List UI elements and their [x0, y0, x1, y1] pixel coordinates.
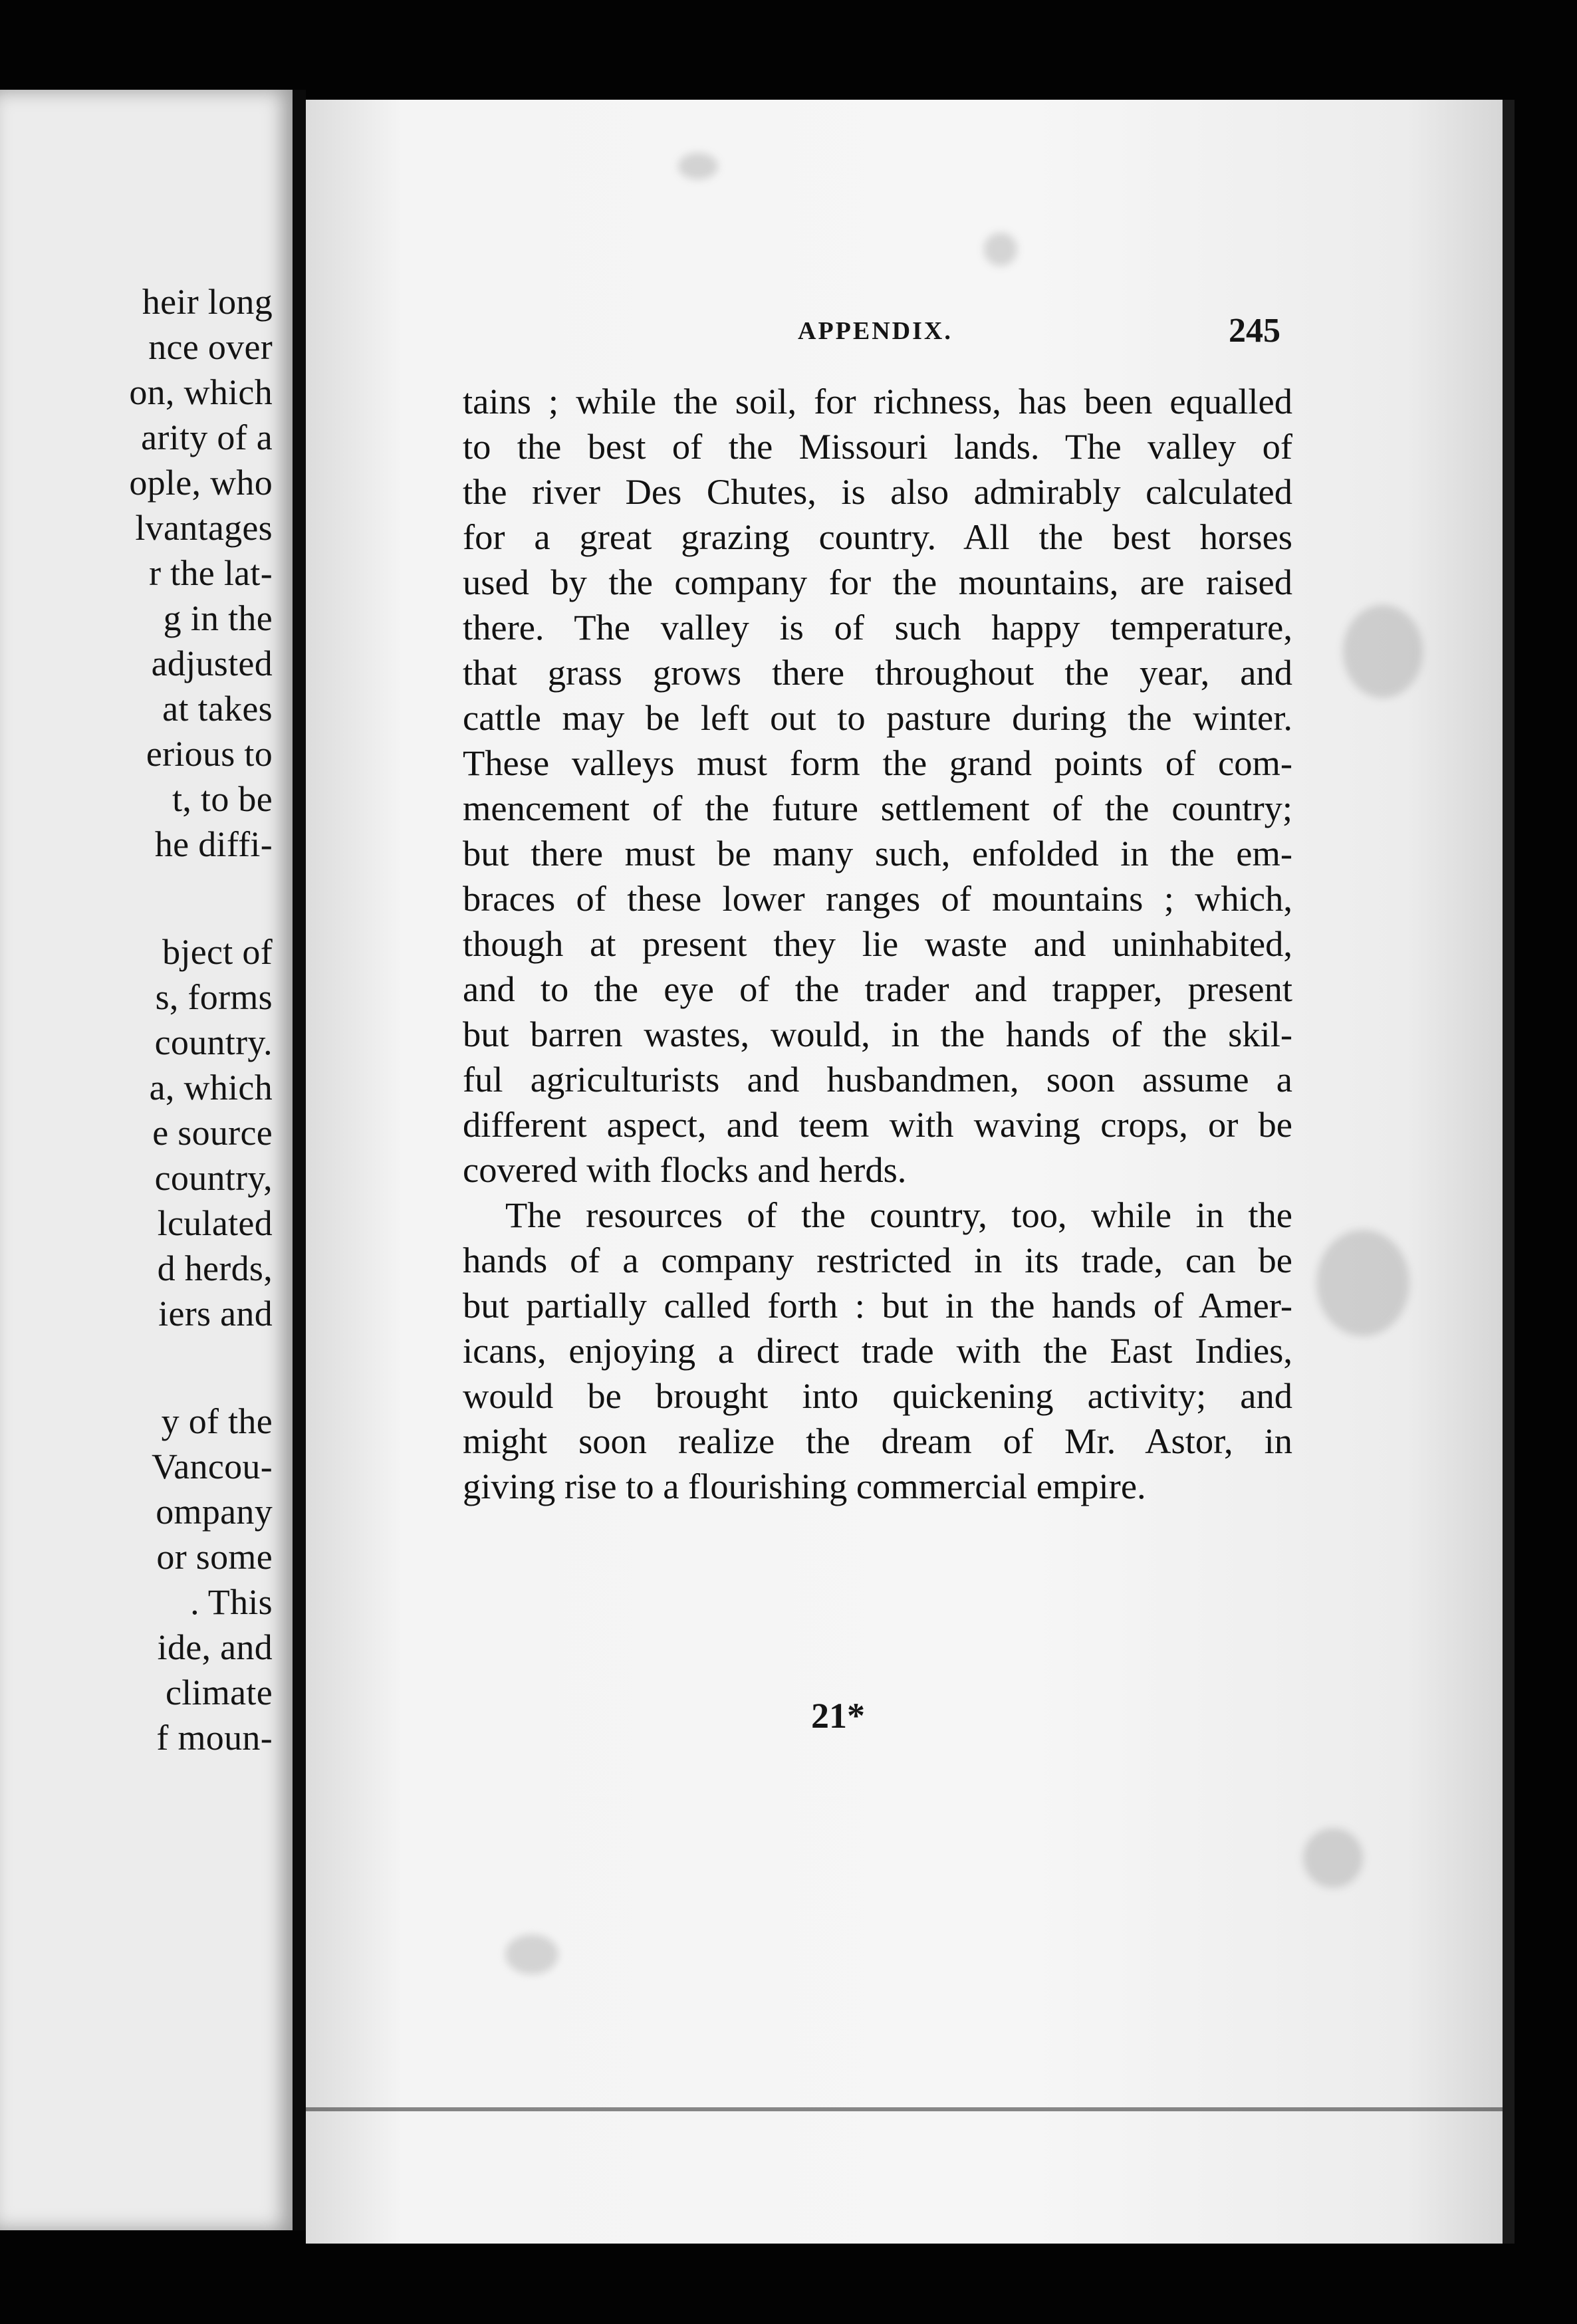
- text-line: but there must be many such, enfolded in the em-: [463, 833, 1292, 873]
- text-line: ful agriculturists and husbandmen, soon assume a: [463, 1059, 1292, 1100]
- facing-page-line: erious to: [146, 734, 273, 774]
- text-line: and to the eye of the trader and trapper, present: [463, 969, 1292, 1009]
- facing-page-line: ompany: [156, 1492, 273, 1532]
- facing-page-line: Vancou-: [151, 1447, 273, 1486]
- facing-page-left: [0, 90, 293, 2230]
- facing-page-line: he diffi-: [154, 824, 273, 864]
- text-line: but partially called forth : but in the hands of Amer-: [463, 1285, 1292, 1326]
- text-line: used by the company for the mountains, are raised: [463, 562, 1292, 602]
- facing-page-line: bject of: [162, 932, 273, 972]
- facing-page-line: nce over: [148, 327, 273, 367]
- text-line: though at present they lie waste and uninhabited,: [463, 923, 1292, 964]
- facing-page-line: s, forms: [155, 977, 273, 1017]
- facing-page-line: g in the: [163, 598, 273, 638]
- text-line: The resources of the country, too, while in the: [505, 1195, 1292, 1235]
- facing-page-line: country.: [154, 1022, 273, 1062]
- facing-page-line: iers and: [158, 1294, 273, 1334]
- body-text: [463, 379, 1292, 1509]
- facing-page-line: heir long: [142, 282, 273, 322]
- facing-page-line: arity of a: [141, 417, 273, 457]
- page-gutter: [293, 90, 306, 2230]
- text-line: different aspect, and teem with waving crops, or be: [463, 1104, 1292, 1145]
- book-page: [306, 100, 1515, 2244]
- facing-page-line: f moun-: [156, 1718, 273, 1758]
- facing-page-line: ide, and: [157, 1627, 273, 1667]
- facing-page-line: at takes: [162, 689, 273, 729]
- facing-page-line: . This: [190, 1582, 273, 1622]
- running-head-title: APPENDIX.: [798, 317, 953, 345]
- running-head: [306, 312, 1503, 356]
- text-line: to the best of the Missouri lands. The valley of: [463, 426, 1292, 467]
- signature-mark: 21*: [811, 1696, 865, 1736]
- text-line: hands of a company restricted in its trade, can be: [463, 1240, 1292, 1280]
- facing-page-line: or some: [156, 1537, 273, 1577]
- text-line: giving rise to a flourishing commercial empire.: [463, 1466, 1146, 1506]
- text-line: These valleys must form the grand points of com-: [463, 743, 1292, 783]
- text-line: tains ; while the soil, for richness, has been equalled: [463, 381, 1292, 421]
- text-line: covered with flocks and herds.: [463, 1149, 907, 1190]
- facing-page-line: r the lat-: [149, 553, 273, 593]
- facing-page-line: climate: [165, 1673, 273, 1712]
- facing-page-line: d herds,: [157, 1248, 273, 1288]
- text-line: braces of these lower ranges of mountains ; which,: [463, 878, 1292, 919]
- facing-page-line: on, which: [129, 372, 273, 412]
- facing-page-line: e source: [152, 1113, 273, 1153]
- text-line: might soon realize the dream of Mr. Astor, in: [463, 1421, 1292, 1461]
- text-line: that grass grows there throughout the year, and: [463, 652, 1292, 693]
- facing-page-line: adjusted: [151, 643, 273, 683]
- page-number: 245: [1229, 312, 1280, 350]
- text-line: cattle may be left out to pasture during the winter.: [463, 697, 1292, 738]
- facing-page-line: a, which: [149, 1068, 273, 1107]
- facing-page-line: lculated: [157, 1203, 273, 1243]
- facing-page-line: ople, who: [129, 463, 273, 503]
- facing-page-line: lvantages: [135, 508, 273, 548]
- text-line: mencement of the future settlement of the country;: [463, 788, 1292, 828]
- facing-page-line: country,: [154, 1158, 273, 1198]
- text-line: for a great grazing country. All the best horses: [463, 517, 1292, 557]
- text-line: the river Des Chutes, is also admirably calculated: [463, 471, 1292, 512]
- text-line: would be brought into quickening activity; and: [463, 1375, 1292, 1416]
- text-line: there. The valley is of such happy temperature,: [463, 607, 1292, 647]
- text-line: icans, enjoying a direct trade with the East Indies,: [463, 1330, 1292, 1371]
- facing-page-line: y of the: [161, 1401, 273, 1441]
- text-line: but barren wastes, would, in the hands of the skil-: [463, 1014, 1292, 1054]
- page-edge-rule: [306, 2107, 1503, 2111]
- facing-page-line: t, to be: [172, 779, 273, 819]
